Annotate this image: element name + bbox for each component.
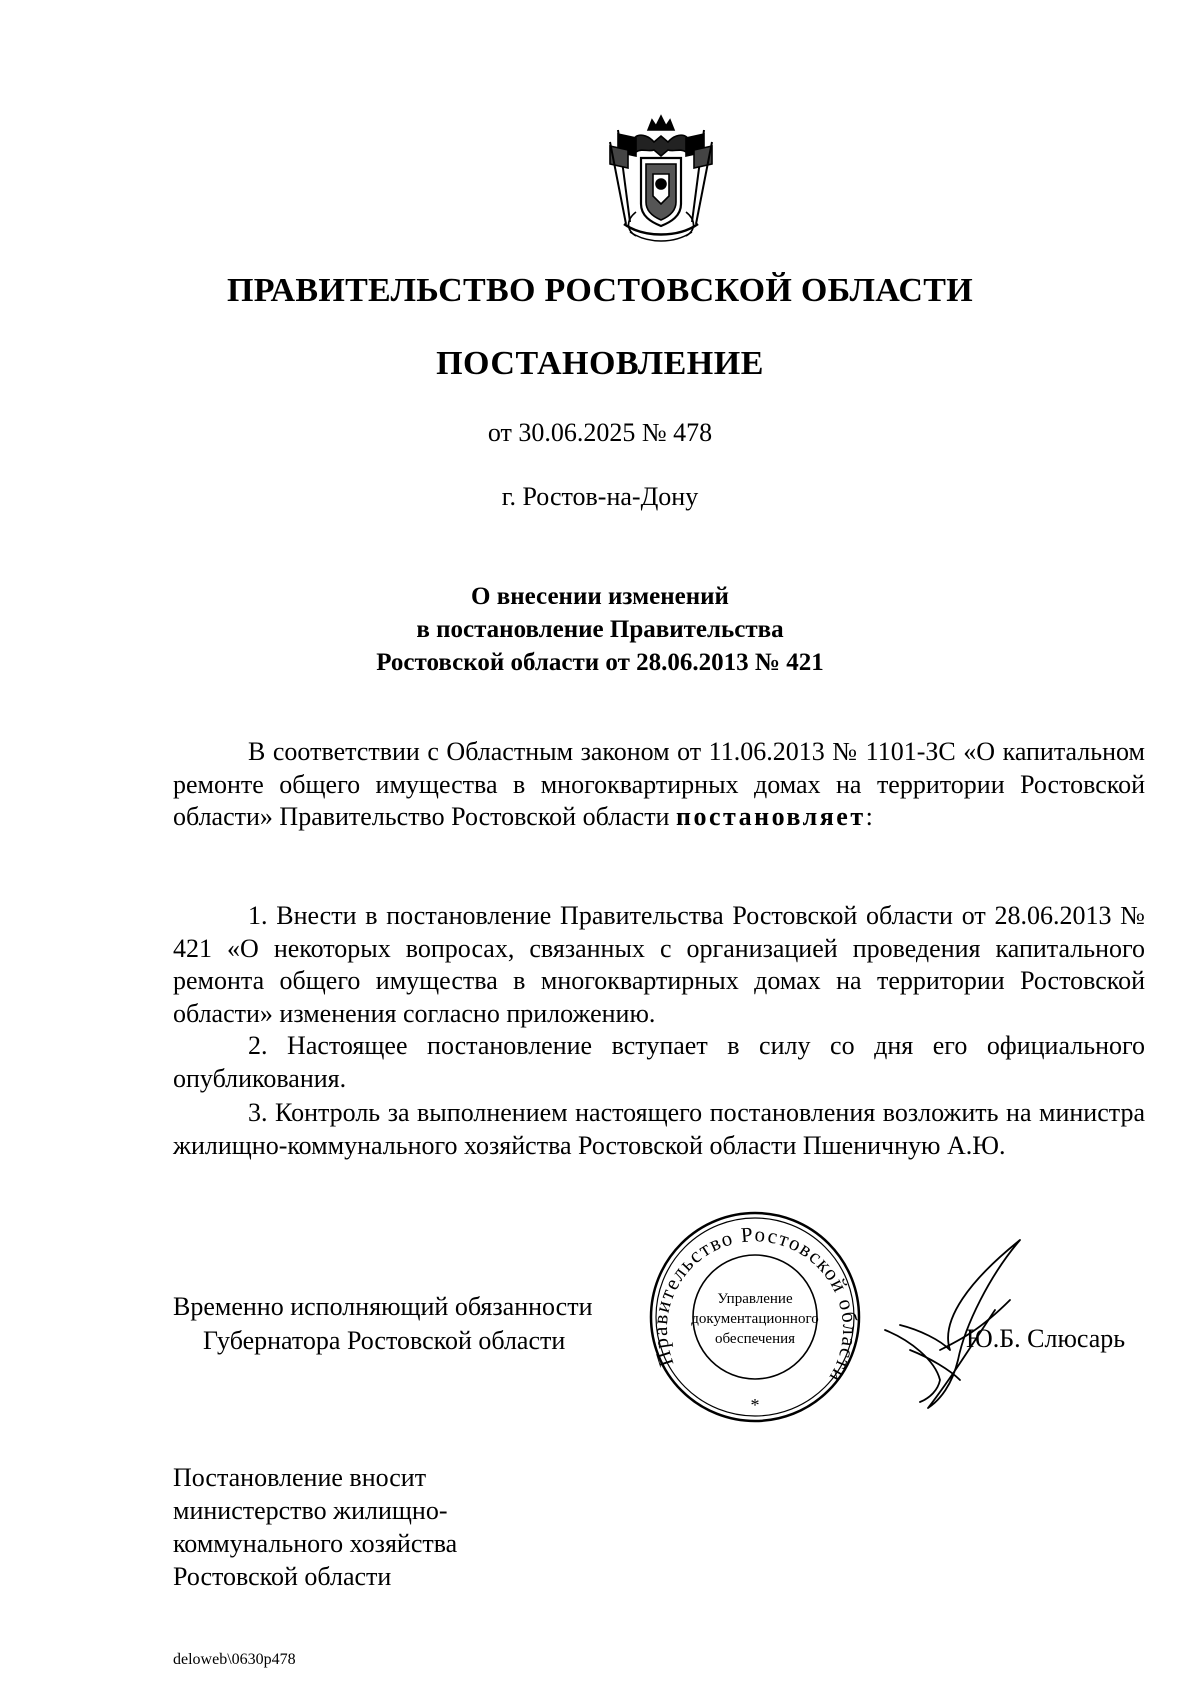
subject-line-1: О внесении изменений [471,583,729,610]
item-2-paragraph: 2. Настоящее постановление вступает в силу со дня его официального опубликования. [173,1031,1145,1093]
decree-word: постановляет [675,802,866,831]
stamp-ring-text: Правительство Ростовской области [647,1222,863,1389]
introduced-line-3: коммунального хозяйства [173,1529,458,1558]
decree-colon: : [865,802,873,831]
official-stamp [645,1207,865,1427]
document-city: г. Ростов-на-Дону [501,482,699,511]
handwritten-signature [880,1230,1030,1415]
document-subject [0,580,1200,679]
introduced-by-block [173,1461,457,1593]
stamp-center-line-2: документационного [691,1311,819,1327]
position-line-2: Губернатора Ростовской области [203,1326,566,1355]
document-date-number: от 30.06.2025 № 478 [487,418,713,447]
preamble-text: В соответствии с Областным законом от 11.06.2013 № 1101-ЗС «О капитальном ремонте общего имущества в многоквартирных домах на территории Ростовской области» Правительство Ростовской области [173,737,1145,831]
introduced-line-1: Постановление вносит [173,1463,427,1492]
stamp-star: * [750,1395,760,1415]
item-1-paragraph: 1. Внести в постановление Правительства Ростовской области от 28.06.2013 № 421 «О некоторых вопросах, связанных с организацией проведения капитального ремонта общего имущества в многоквартирных домах на территории Ростовской области» изменения согласно приложению. [173,901,1145,1028]
item-3-paragraph: 3. Контроль за выполнением настоящего постановления возложить на министра жилищно-коммунального хозяйства Ростовской области Пшеничную А.Ю. [173,1098,1145,1160]
stamp-center-line-3: обеспечения [714,1331,796,1347]
preamble-paragraph [173,736,1145,834]
document-type-title: ПОСТАНОВЛЕНИЕ [436,345,764,382]
signatory-position [173,1290,593,1358]
coat-of-arms-emblem [596,112,726,247]
introduced-line-4: Ростовской области [173,1562,392,1591]
subject-line-2: в постановление Правительства [416,616,784,643]
stamp-center-line-1: Управление [717,1291,793,1307]
subject-line-3: Ростовской области от 28.06.2013 № 421 [376,649,824,676]
position-line-1: Временно исполняющий обязанности [173,1292,593,1321]
signatory-name: Ю.Б. Слюсарь [966,1324,1126,1353]
introduced-line-2: министерство жилищно- [173,1496,448,1525]
organization-title: ПРАВИТЕЛЬСТВО РОСТОВСКОЙ ОБЛАСТИ [227,272,973,309]
footer-file-code: deloweb\0630p478 [173,1651,296,1668]
